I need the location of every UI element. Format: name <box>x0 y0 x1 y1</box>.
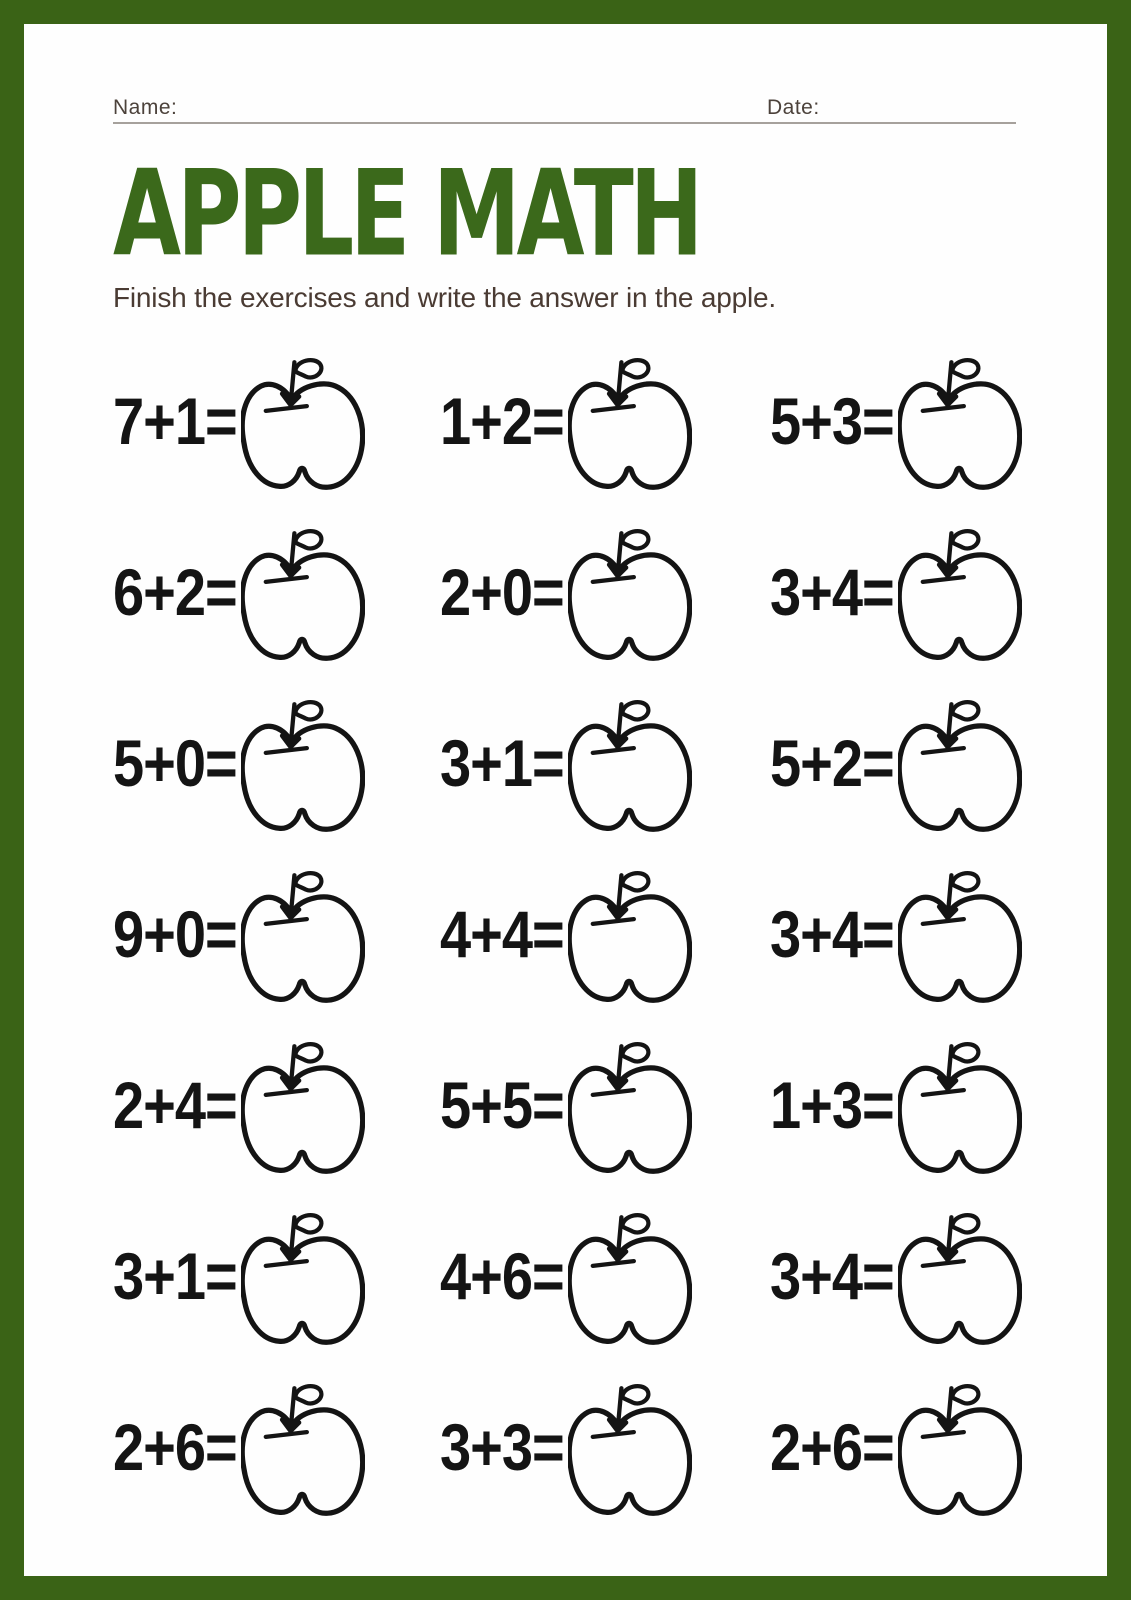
answer-apple[interactable] <box>898 696 1022 846</box>
problem-cell <box>770 1209 1107 1380</box>
apple-cross-tick-icon <box>266 748 307 753</box>
problem-expression: 4+4= <box>440 896 564 971</box>
answer-apple[interactable] <box>568 696 692 846</box>
answer-apple[interactable] <box>241 867 365 1017</box>
apple-leaf-curl-icon <box>952 1386 978 1403</box>
answer-apple[interactable] <box>898 1209 1022 1359</box>
apple-leaf-curl-icon <box>295 1386 321 1403</box>
apple-cross-tick-icon <box>923 1432 964 1437</box>
problem-expression: 5+0= <box>113 725 237 800</box>
apple-cross-tick-icon <box>266 1261 307 1266</box>
apple-leaf-curl-icon <box>295 1044 321 1061</box>
answer-apple[interactable] <box>568 867 692 1017</box>
apple-cross-tick-icon <box>593 919 634 924</box>
apple-body-icon <box>242 384 362 487</box>
problem-cell <box>440 1038 770 1209</box>
apple-leaf-curl-icon <box>622 531 648 548</box>
problem-expression: 3+4= <box>770 896 894 971</box>
apple-cross-tick-icon <box>593 1261 634 1266</box>
apple-body-icon <box>242 1239 362 1342</box>
answer-apple[interactable] <box>241 1038 365 1188</box>
date-label: Date: <box>767 96 820 119</box>
problem-expression: 5+3= <box>770 383 894 458</box>
apple-leaf-curl-icon <box>952 873 978 890</box>
problem-expression: 5+2= <box>770 725 894 800</box>
answer-apple[interactable] <box>241 696 365 846</box>
answer-apple[interactable] <box>898 525 1022 675</box>
problem-cell <box>113 867 440 1038</box>
apple-cross-tick-icon <box>266 1432 307 1437</box>
apple-leaf-curl-icon <box>295 531 321 548</box>
apple-leaf-curl-icon <box>952 360 978 377</box>
apple-leaf-curl-icon <box>295 702 321 719</box>
problem-cell <box>440 1209 770 1380</box>
apple-body-icon <box>242 555 362 658</box>
apple-cross-tick-icon <box>266 919 307 924</box>
apple-body-icon <box>569 384 689 487</box>
problem-expression: 2+6= <box>770 1409 894 1484</box>
apple-cross-tick-icon <box>266 577 307 582</box>
answer-apple[interactable] <box>241 1380 365 1530</box>
problem-cell <box>770 1380 1107 1551</box>
answer-apple[interactable] <box>898 867 1022 1017</box>
apple-cross-tick-icon <box>593 406 634 411</box>
problem-cell <box>440 525 770 696</box>
problem-expression: 3+1= <box>440 725 564 800</box>
problem-expression: 3+3= <box>440 1409 564 1484</box>
problem-cell <box>113 696 440 867</box>
name-label: Name: <box>113 96 178 119</box>
answer-apple[interactable] <box>568 1038 692 1188</box>
answer-apple[interactable] <box>241 1209 365 1359</box>
problem-expression: 9+0= <box>113 896 237 971</box>
problem-cell <box>770 1038 1107 1209</box>
problem-cell <box>770 867 1107 1038</box>
apple-cross-tick-icon <box>266 1090 307 1095</box>
instructions-text: Finish the exercises and write the answer in the apple. <box>113 282 776 313</box>
apple-body-icon <box>899 897 1019 1000</box>
problem-expression: 4+6= <box>440 1238 564 1313</box>
name-date-fill-line[interactable] <box>113 122 1016 124</box>
apple-body-icon <box>899 1239 1019 1342</box>
apple-cross-tick-icon <box>593 1432 634 1437</box>
apple-body-icon <box>569 1239 689 1342</box>
apple-cross-tick-icon <box>923 748 964 753</box>
apple-cross-tick-icon <box>923 1090 964 1095</box>
apple-cross-tick-icon <box>593 748 634 753</box>
apple-leaf-curl-icon <box>622 1215 648 1232</box>
answer-apple[interactable] <box>568 354 692 504</box>
problem-cell <box>440 1380 770 1551</box>
problem-expression: 1+3= <box>770 1067 894 1142</box>
problem-expression: 2+0= <box>440 554 564 629</box>
answer-apple[interactable] <box>898 1038 1022 1188</box>
apple-cross-tick-icon <box>923 406 964 411</box>
problem-expression: 3+4= <box>770 1238 894 1313</box>
apple-leaf-curl-icon <box>622 1386 648 1403</box>
apple-leaf-curl-icon <box>622 360 648 377</box>
problem-expression: 5+5= <box>440 1067 564 1142</box>
apple-cross-tick-icon <box>593 577 634 582</box>
problem-expression: 6+2= <box>113 554 237 629</box>
apple-leaf-curl-icon <box>622 1044 648 1061</box>
apple-body-icon <box>569 726 689 829</box>
apple-leaf-curl-icon <box>622 702 648 719</box>
answer-apple[interactable] <box>898 354 1022 504</box>
page-title: APPLE MATH <box>113 144 700 284</box>
problem-expression: 2+6= <box>113 1409 237 1484</box>
problem-cell <box>113 1038 440 1209</box>
problem-cell <box>440 696 770 867</box>
apple-body-icon <box>899 1410 1019 1513</box>
apple-body-icon <box>899 555 1019 658</box>
apple-body-icon <box>569 1068 689 1171</box>
apple-body-icon <box>242 726 362 829</box>
problem-cell <box>113 354 440 525</box>
apple-body-icon <box>242 897 362 1000</box>
problem-expression: 1+2= <box>440 383 564 458</box>
problem-expression: 7+1= <box>113 383 237 458</box>
apple-leaf-curl-icon <box>952 531 978 548</box>
apple-leaf-curl-icon <box>952 1215 978 1232</box>
apple-leaf-curl-icon <box>952 702 978 719</box>
apple-body-icon <box>569 897 689 1000</box>
apple-leaf-curl-icon <box>952 1044 978 1061</box>
problem-cell <box>770 696 1107 867</box>
problem-cell <box>113 1209 440 1380</box>
problem-cell <box>113 1380 440 1551</box>
problem-cell <box>770 525 1107 696</box>
apple-cross-tick-icon <box>923 919 964 924</box>
apple-leaf-curl-icon <box>295 873 321 890</box>
apple-cross-tick-icon <box>923 577 964 582</box>
problem-expression: 2+4= <box>113 1067 237 1142</box>
apple-body-icon <box>569 1410 689 1513</box>
answer-apple[interactable] <box>568 1380 692 1530</box>
apple-body-icon <box>899 1068 1019 1171</box>
apple-cross-tick-icon <box>593 1090 634 1095</box>
apple-body-icon <box>242 1068 362 1171</box>
apple-body-icon <box>899 726 1019 829</box>
apple-leaf-curl-icon <box>295 360 321 377</box>
apple-cross-tick-icon <box>923 1261 964 1266</box>
apple-body-icon <box>899 384 1019 487</box>
problems-grid <box>113 354 1107 1551</box>
problem-cell <box>440 354 770 525</box>
problem-expression: 3+1= <box>113 1238 237 1313</box>
apple-leaf-curl-icon <box>622 873 648 890</box>
problem-cell <box>440 867 770 1038</box>
answer-apple[interactable] <box>241 525 365 675</box>
answer-apple[interactable] <box>568 525 692 675</box>
apple-leaf-curl-icon <box>295 1215 321 1232</box>
apple-body-icon <box>242 1410 362 1513</box>
apple-cross-tick-icon <box>266 406 307 411</box>
apple-body-icon <box>569 555 689 658</box>
problem-expression: 3+4= <box>770 554 894 629</box>
answer-apple[interactable] <box>568 1209 692 1359</box>
answer-apple[interactable] <box>241 354 365 504</box>
problem-cell <box>770 354 1107 525</box>
header <box>113 96 1016 124</box>
answer-apple[interactable] <box>898 1380 1022 1530</box>
problem-cell <box>113 525 440 696</box>
